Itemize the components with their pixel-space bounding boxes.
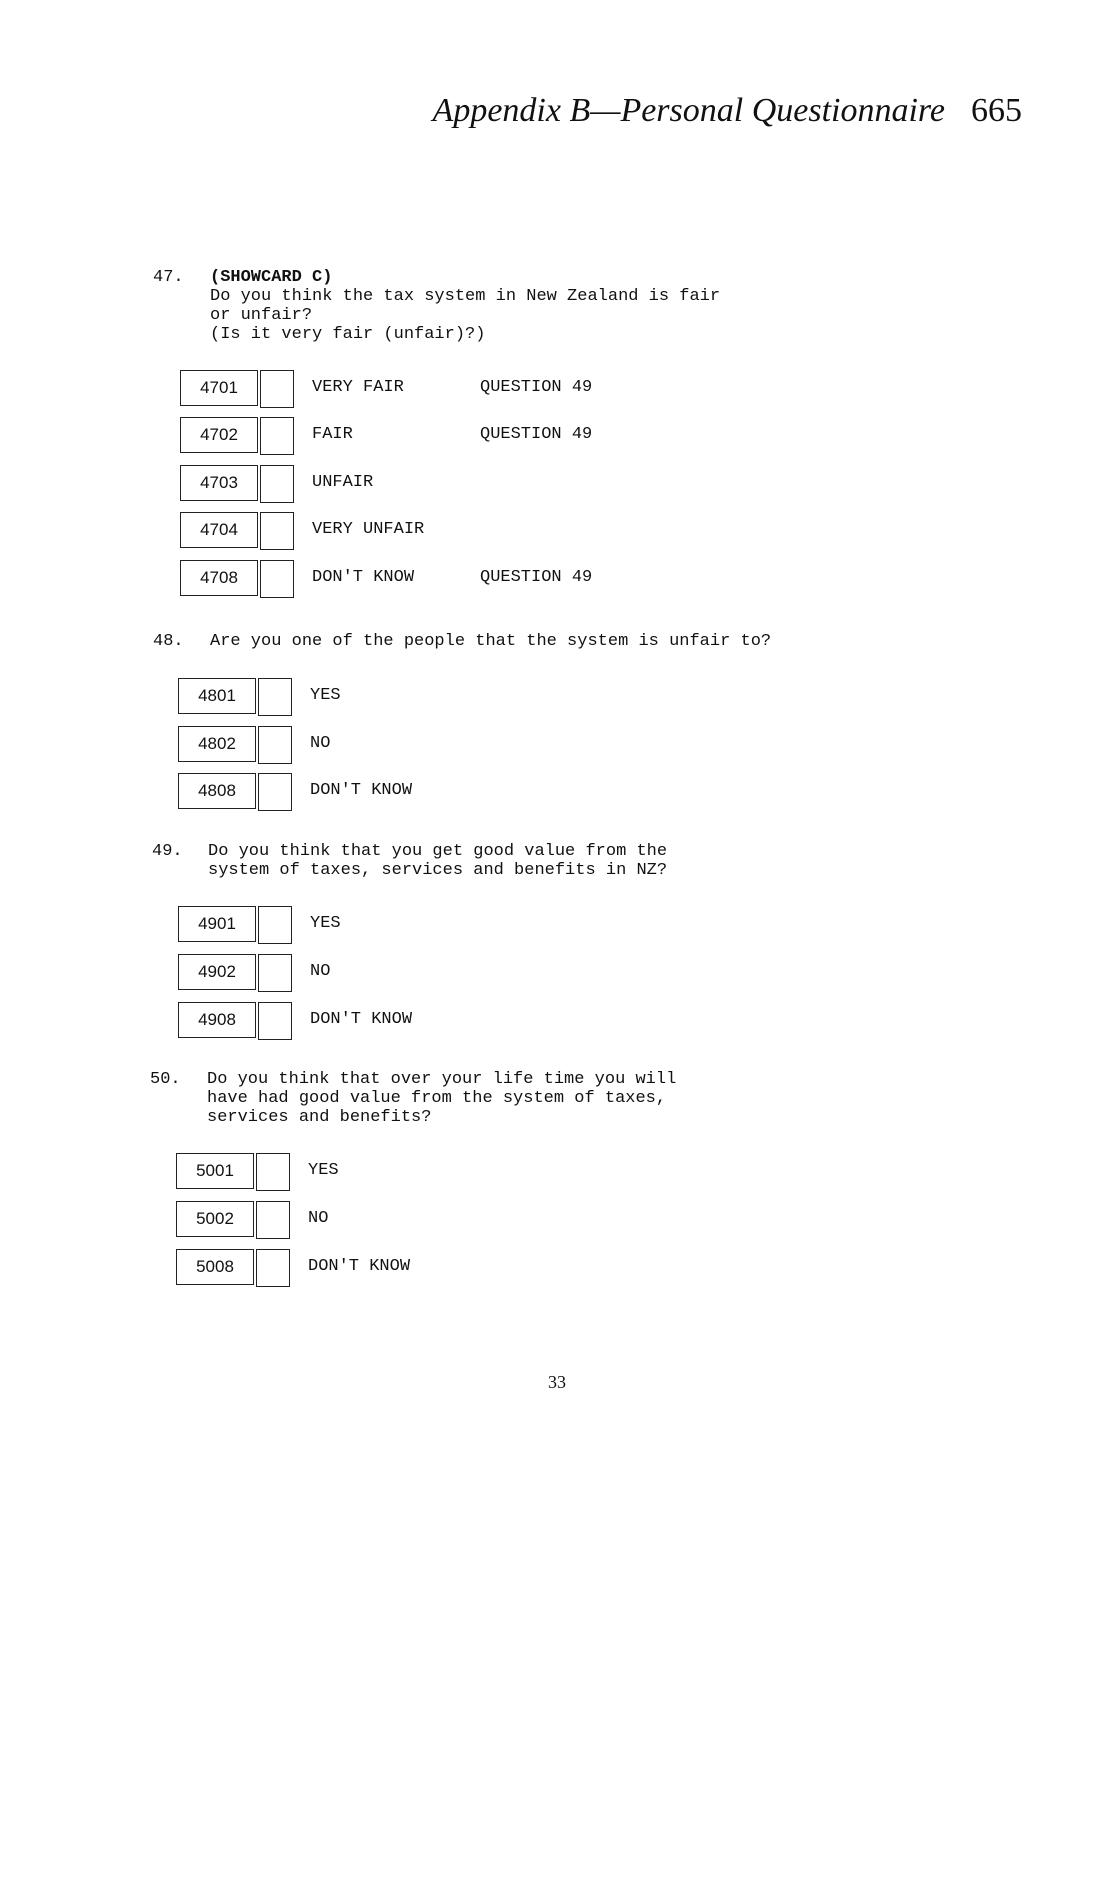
response-code: 4808 — [178, 773, 256, 809]
page-number: 665 — [971, 92, 1022, 129]
option-label: DON'T KNOW — [312, 568, 415, 587]
question-number: 47. — [153, 268, 184, 287]
question-line: (Is it very fair (unfair)?) — [210, 325, 486, 344]
response-code: 4704 — [180, 512, 258, 548]
question-line: Are you one of the people that the system is unfair to? — [210, 632, 772, 651]
option-label: DON'T KNOW — [310, 1010, 413, 1029]
option-label: NO — [310, 962, 331, 981]
checkbox[interactable] — [260, 512, 294, 550]
question-number: 49. — [152, 842, 183, 861]
checkbox[interactable] — [256, 1249, 290, 1287]
option-label: UNFAIR — [312, 473, 374, 492]
checkbox[interactable] — [260, 560, 294, 598]
checkbox[interactable] — [256, 1201, 290, 1239]
response-code: 4801 — [178, 678, 256, 714]
checkbox[interactable] — [258, 906, 292, 944]
checkbox[interactable] — [258, 726, 292, 764]
skip-instruction: QUESTION 49 — [480, 378, 593, 397]
response-code: 4708 — [180, 560, 258, 596]
checkbox[interactable] — [260, 417, 294, 455]
option-label: NO — [310, 734, 331, 753]
question-line: Do you think the tax system in New Zealand is fair — [210, 287, 721, 306]
option-label: VERY UNFAIR — [312, 520, 425, 539]
question-line: Do you think that you get good value from the — [208, 842, 668, 861]
question-line: have had good value from the system of taxes, — [207, 1089, 667, 1108]
response-code: 4703 — [180, 465, 258, 501]
question-text — [208, 842, 667, 880]
question-line: or unfair? — [210, 306, 313, 325]
response-code: 5008 — [176, 1249, 254, 1285]
response-code: 5001 — [176, 1153, 254, 1189]
question-number: 50. — [150, 1070, 181, 1089]
question-number: 48. — [153, 632, 184, 651]
showcard-label: (SHOWCARD C) — [210, 268, 333, 287]
option-label: DON'T KNOW — [310, 781, 413, 800]
option-label: DON'T KNOW — [308, 1257, 411, 1276]
option-label: FAIR — [312, 425, 353, 444]
question-text — [207, 1070, 676, 1127]
response-code: 4802 — [178, 726, 256, 762]
footer-page-number: 33 — [548, 1372, 566, 1392]
option-label: YES — [308, 1161, 339, 1180]
option-label: YES — [310, 686, 341, 705]
question-line: services and benefits? — [207, 1108, 432, 1127]
checkbox[interactable] — [260, 465, 294, 503]
option-label: NO — [308, 1209, 329, 1228]
response-code: 4702 — [180, 417, 258, 453]
response-code: 5002 — [176, 1201, 254, 1237]
running-title: Appendix B—Personal Questionnaire — [432, 92, 945, 129]
question-text — [210, 268, 720, 344]
skip-instruction: QUESTION 49 — [480, 568, 593, 587]
checkbox[interactable] — [258, 678, 292, 716]
option-label: VERY FAIR — [312, 378, 404, 397]
checkbox[interactable] — [258, 1002, 292, 1040]
checkbox[interactable] — [256, 1153, 290, 1191]
question-line: Do you think that over your life time you will — [207, 1070, 677, 1089]
response-code: 4902 — [178, 954, 256, 990]
skip-instruction: QUESTION 49 — [480, 425, 593, 444]
checkbox[interactable] — [258, 773, 292, 811]
response-code: 4701 — [180, 370, 258, 406]
response-code: 4901 — [178, 906, 256, 942]
checkbox[interactable] — [260, 370, 294, 408]
question-text — [210, 632, 771, 651]
option-label: YES — [310, 914, 341, 933]
page-header — [433, 92, 1022, 130]
checkbox[interactable] — [258, 954, 292, 992]
question-line: system of taxes, services and benefits in NZ? — [208, 861, 668, 880]
response-code: 4908 — [178, 1002, 256, 1038]
